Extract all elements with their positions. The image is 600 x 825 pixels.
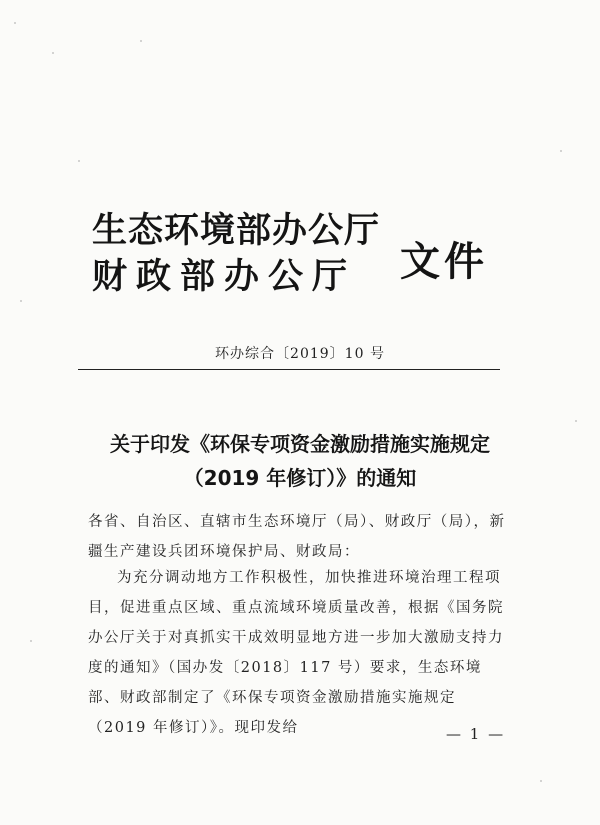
header-divider bbox=[78, 369, 500, 370]
issuer-header bbox=[92, 208, 380, 300]
document-number: 环办综合〔2019〕10 号 bbox=[215, 346, 385, 362]
notice-title-line-2: （2019 年修订）》的通知 bbox=[183, 466, 417, 490]
body-paragraph-1: 为充分调动地方工作积极性，加快推进环境治理工程项目，促进重点区域、重点流域环境质量改善，根据《国务院办公厅关于对真抓实干成效明显地方进一步加大激励支持力度的通知》（国办发〔2018〕117 号）要求，生态环境部、财政部制定了《环保专项资金激励措施实施规定（2019 年修订）》。现印发给 bbox=[88, 570, 504, 736]
page-number: — 1 — bbox=[446, 725, 506, 743]
notice-title-line-1: 关于印发《环保专项资金激励措施实施规定 bbox=[110, 432, 490, 456]
addressees-paragraph: 各省、自治区、直辖市生态环境厅（局）、财政厅（局），新疆生产建设兵团环境保护局、财政局： bbox=[88, 514, 506, 560]
document-type-label: 文件 bbox=[400, 239, 488, 285]
issuer-line-1: 生态环境部办公厅 bbox=[92, 211, 381, 251]
issuer-line-2: 财政部办公厅 bbox=[92, 257, 357, 297]
